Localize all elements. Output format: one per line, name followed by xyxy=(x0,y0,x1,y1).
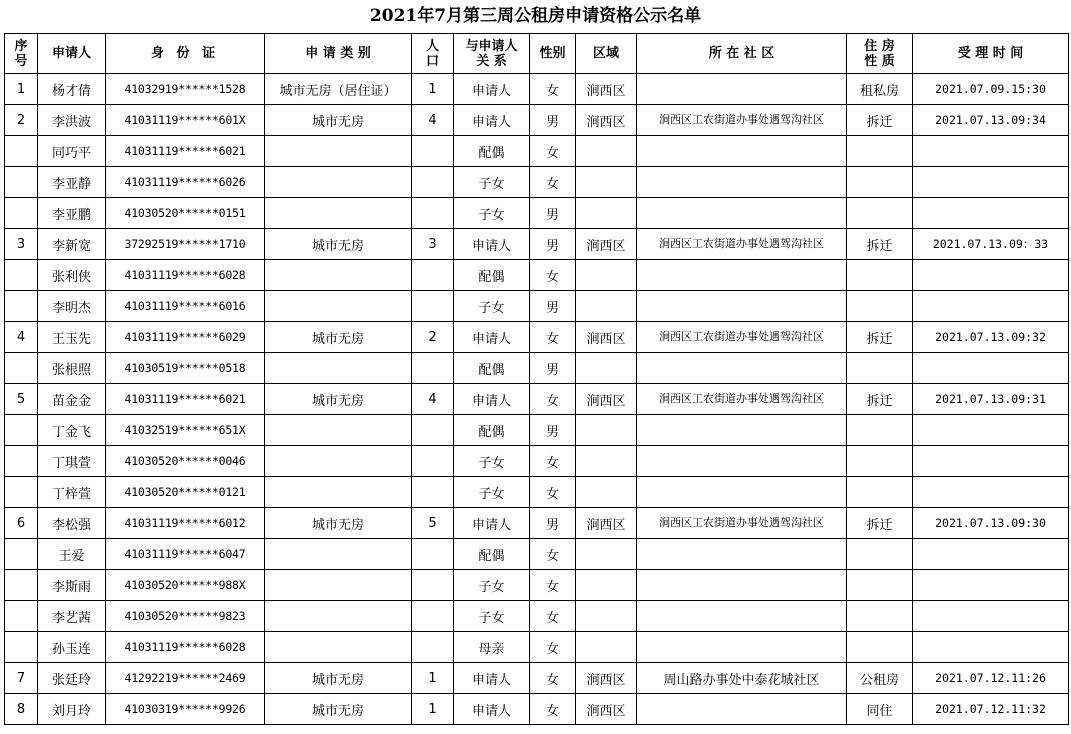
seq-cell xyxy=(5,167,38,198)
seq-cell xyxy=(5,446,38,477)
district-cell xyxy=(576,167,637,198)
id-cell: 41031119******6012 xyxy=(106,508,265,539)
pop-cell xyxy=(412,539,454,570)
relation-cell: 子女 xyxy=(454,601,530,632)
relation-cell: 申请人 xyxy=(454,74,530,105)
community-cell xyxy=(637,136,847,167)
housing-cell: 拆迁 xyxy=(847,508,913,539)
name-cell: 张利侠 xyxy=(38,260,106,291)
name-cell: 李亚鹏 xyxy=(38,198,106,229)
header-housing xyxy=(847,34,913,74)
pop-cell xyxy=(412,446,454,477)
pop-cell: 2 xyxy=(412,322,454,353)
district-cell: 涧西区 xyxy=(576,384,637,415)
seq-cell: 7 xyxy=(5,663,38,694)
type-cell: 城市无房（居住证） xyxy=(265,74,412,105)
id-cell: 41032919******1528 xyxy=(106,74,265,105)
pop-cell xyxy=(412,136,454,167)
id-cell: 41030520******988X xyxy=(106,570,265,601)
community-cell: 周山路办事处中泰花城社区 xyxy=(637,663,847,694)
id-cell: 41031119******6028 xyxy=(106,260,265,291)
seq-cell: 8 xyxy=(5,694,38,725)
time-cell: 2021.07.13.09：33 xyxy=(913,229,1069,260)
pop-cell xyxy=(412,353,454,384)
id-cell: 41030520******0046 xyxy=(106,446,265,477)
type-cell: 城市无房 xyxy=(265,508,412,539)
table-row xyxy=(5,415,1069,446)
table-row xyxy=(5,198,1069,229)
seq-cell xyxy=(5,260,38,291)
name-cell: 孙玉连 xyxy=(38,632,106,663)
id-cell: 41031119******6028 xyxy=(106,632,265,663)
table-row xyxy=(5,291,1069,322)
housing-cell: 同住 xyxy=(847,694,913,725)
type-cell xyxy=(265,291,412,322)
table-body xyxy=(5,74,1069,725)
seq-cell xyxy=(5,415,38,446)
seq-cell xyxy=(5,477,38,508)
name-cell: 丁金飞 xyxy=(38,415,106,446)
seq-cell xyxy=(5,601,38,632)
name-cell: 李松强 xyxy=(38,508,106,539)
pop-cell xyxy=(412,260,454,291)
table-row xyxy=(5,539,1069,570)
community-cell xyxy=(637,415,847,446)
name-cell: 张根照 xyxy=(38,353,106,384)
gender-cell: 男 xyxy=(530,415,576,446)
time-cell: 2021.07.13.09:32 xyxy=(913,322,1069,353)
time-cell: 2021.07.12.11:26 xyxy=(913,663,1069,694)
pop-cell xyxy=(412,415,454,446)
gender-cell: 女 xyxy=(530,260,576,291)
relation-cell: 配偶 xyxy=(454,539,530,570)
pop-cell xyxy=(412,601,454,632)
time-cell xyxy=(913,291,1069,322)
pop-cell xyxy=(412,477,454,508)
community-cell xyxy=(637,694,847,725)
name-cell: 王玉先 xyxy=(38,322,106,353)
time-cell xyxy=(913,632,1069,663)
gender-cell: 女 xyxy=(530,570,576,601)
housing-cell xyxy=(847,570,913,601)
district-cell: 涧西区 xyxy=(576,229,637,260)
header-seq-label: 序号 xyxy=(14,38,28,69)
type-cell xyxy=(265,260,412,291)
id-cell: 41030519******0518 xyxy=(106,353,265,384)
gender-cell: 女 xyxy=(530,539,576,570)
type-cell xyxy=(265,136,412,167)
table-row xyxy=(5,570,1069,601)
type-cell: 城市无房 xyxy=(265,694,412,725)
district-cell: 涧西区 xyxy=(576,694,637,725)
community-cell xyxy=(637,539,847,570)
table-row xyxy=(5,229,1069,260)
pop-cell: 1 xyxy=(412,74,454,105)
community-cell xyxy=(637,632,847,663)
district-cell xyxy=(576,415,637,446)
relation-cell: 申请人 xyxy=(454,322,530,353)
housing-cell xyxy=(847,477,913,508)
community-cell xyxy=(637,601,847,632)
relation-cell: 申请人 xyxy=(454,508,530,539)
district-cell xyxy=(576,136,637,167)
seq-cell xyxy=(5,353,38,384)
header-time: 受 理 时 间 xyxy=(913,34,1069,74)
header-rel xyxy=(454,34,530,74)
community-cell: 涧西区工农街道办事处遇驾沟社区 xyxy=(637,229,847,260)
relation-cell: 子女 xyxy=(454,570,530,601)
pop-cell: 4 xyxy=(412,105,454,136)
id-cell: 41031119******601X xyxy=(106,105,265,136)
applicant-table xyxy=(4,33,1069,725)
district-cell xyxy=(576,539,637,570)
seq-cell xyxy=(5,632,38,663)
time-cell: 2021.07.13.09:31 xyxy=(913,384,1069,415)
name-cell: 李明杰 xyxy=(38,291,106,322)
gender-cell: 女 xyxy=(530,446,576,477)
community-cell: 涧西区工农街道办事处遇驾沟社区 xyxy=(637,384,847,415)
header-type: 申 请 类 别 xyxy=(265,34,412,74)
table-row xyxy=(5,694,1069,725)
housing-cell xyxy=(847,632,913,663)
district-cell xyxy=(576,601,637,632)
housing-cell: 拆迁 xyxy=(847,384,913,415)
housing-cell xyxy=(847,601,913,632)
seq-cell xyxy=(5,198,38,229)
seq-cell: 1 xyxy=(5,74,38,105)
name-cell: 李艺茜 xyxy=(38,601,106,632)
district-cell xyxy=(576,353,637,384)
header-name: 申请人 xyxy=(38,34,106,74)
housing-cell: 公租房 xyxy=(847,663,913,694)
district-cell xyxy=(576,570,637,601)
id-cell: 41031119******6021 xyxy=(106,384,265,415)
seq-cell xyxy=(5,136,38,167)
name-cell: 李洪波 xyxy=(38,105,106,136)
table-row xyxy=(5,384,1069,415)
time-cell xyxy=(913,167,1069,198)
district-cell: 涧西区 xyxy=(576,508,637,539)
name-cell: 王爱 xyxy=(38,539,106,570)
community-cell xyxy=(637,291,847,322)
relation-cell: 申请人 xyxy=(454,694,530,725)
type-cell xyxy=(265,477,412,508)
time-cell xyxy=(913,415,1069,446)
header-gender: 性别 xyxy=(530,34,576,74)
table-row xyxy=(5,105,1069,136)
type-cell xyxy=(265,415,412,446)
pop-cell: 5 xyxy=(412,508,454,539)
page-title: 2021年7月第三周公租房申请资格公示名单 xyxy=(369,6,702,26)
id-cell: 41292219******2469 xyxy=(106,663,265,694)
table-row xyxy=(5,353,1069,384)
table-row xyxy=(5,663,1069,694)
seq-cell xyxy=(5,291,38,322)
time-cell: 2021.07.09.15:30 xyxy=(913,74,1069,105)
time-cell xyxy=(913,570,1069,601)
id-cell: 41030319******9926 xyxy=(106,694,265,725)
time-cell xyxy=(913,136,1069,167)
relation-cell: 配偶 xyxy=(454,260,530,291)
header-row xyxy=(5,34,1069,74)
gender-cell: 女 xyxy=(530,694,576,725)
table-row xyxy=(5,260,1069,291)
community-cell xyxy=(637,167,847,198)
name-cell: 同巧平 xyxy=(38,136,106,167)
table-row xyxy=(5,446,1069,477)
id-cell: 41031119******6026 xyxy=(106,167,265,198)
seq-cell: 3 xyxy=(5,229,38,260)
type-cell: 城市无房 xyxy=(265,105,412,136)
time-cell xyxy=(913,260,1069,291)
district-cell xyxy=(576,291,637,322)
type-cell: 城市无房 xyxy=(265,229,412,260)
type-cell xyxy=(265,167,412,198)
relation-cell: 子女 xyxy=(454,291,530,322)
time-cell xyxy=(913,477,1069,508)
gender-cell: 女 xyxy=(530,74,576,105)
table-row xyxy=(5,136,1069,167)
seq-cell xyxy=(5,539,38,570)
pop-cell xyxy=(412,198,454,229)
community-cell: 涧西区工农街道办事处遇驾沟社区 xyxy=(637,322,847,353)
name-cell: 苗金金 xyxy=(38,384,106,415)
time-cell: 2021.07.12.11:32 xyxy=(913,694,1069,725)
table-row xyxy=(5,601,1069,632)
type-cell xyxy=(265,539,412,570)
table-row xyxy=(5,74,1069,105)
pop-cell: 4 xyxy=(412,384,454,415)
district-cell xyxy=(576,198,637,229)
type-cell xyxy=(265,570,412,601)
header-district: 区域 xyxy=(576,34,637,74)
housing-cell: 租私房 xyxy=(847,74,913,105)
community-cell xyxy=(637,570,847,601)
id-cell: 41032519******651X xyxy=(106,415,265,446)
relation-cell: 申请人 xyxy=(454,229,530,260)
relation-cell: 申请人 xyxy=(454,384,530,415)
time-cell xyxy=(913,198,1069,229)
name-cell: 李新宽 xyxy=(38,229,106,260)
name-cell: 李斯雨 xyxy=(38,570,106,601)
seq-cell: 5 xyxy=(5,384,38,415)
header-seq xyxy=(5,34,38,74)
id-cell: 41030520******9823 xyxy=(106,601,265,632)
name-cell: 杨才倩 xyxy=(38,74,106,105)
header-pop xyxy=(412,34,454,74)
housing-cell: 拆迁 xyxy=(847,229,913,260)
header-community: 所 在 社 区 xyxy=(637,34,847,74)
seq-cell xyxy=(5,570,38,601)
id-cell: 37292519******1710 xyxy=(106,229,265,260)
community-cell: 涧西区工农街道办事处遇驾沟社区 xyxy=(637,508,847,539)
gender-cell: 女 xyxy=(530,322,576,353)
header-pop-label: 人口 xyxy=(425,38,439,69)
seq-cell: 2 xyxy=(5,105,38,136)
gender-cell: 男 xyxy=(530,508,576,539)
seq-cell: 6 xyxy=(5,508,38,539)
gender-cell: 女 xyxy=(530,632,576,663)
id-cell: 41031119******6021 xyxy=(106,136,265,167)
gender-cell: 男 xyxy=(530,105,576,136)
relation-cell: 配偶 xyxy=(454,415,530,446)
name-cell: 张廷玲 xyxy=(38,663,106,694)
table-row xyxy=(5,477,1069,508)
housing-cell: 拆迁 xyxy=(847,322,913,353)
housing-cell xyxy=(847,291,913,322)
district-cell xyxy=(576,477,637,508)
community-cell: 涧西区工农街道办事处遇驾沟社区 xyxy=(637,105,847,136)
table-row xyxy=(5,167,1069,198)
table-row xyxy=(5,322,1069,353)
type-cell xyxy=(265,446,412,477)
gender-cell: 女 xyxy=(530,136,576,167)
pop-cell xyxy=(412,167,454,198)
pop-cell: 1 xyxy=(412,694,454,725)
housing-cell xyxy=(847,353,913,384)
housing-cell xyxy=(847,198,913,229)
relation-cell: 配偶 xyxy=(454,136,530,167)
gender-cell: 男 xyxy=(530,198,576,229)
gender-cell: 男 xyxy=(530,353,576,384)
type-cell xyxy=(265,198,412,229)
table-row xyxy=(5,508,1069,539)
type-cell: 城市无房 xyxy=(265,322,412,353)
housing-cell xyxy=(847,260,913,291)
district-cell xyxy=(576,260,637,291)
relation-cell: 母亲 xyxy=(454,632,530,663)
community-cell xyxy=(637,477,847,508)
housing-cell xyxy=(847,136,913,167)
district-cell xyxy=(576,632,637,663)
time-cell xyxy=(913,601,1069,632)
table-row xyxy=(5,632,1069,663)
name-cell: 刘月玲 xyxy=(38,694,106,725)
name-cell: 李亚静 xyxy=(38,167,106,198)
type-cell xyxy=(265,601,412,632)
community-cell xyxy=(637,74,847,105)
district-cell xyxy=(576,446,637,477)
relation-cell: 子女 xyxy=(454,167,530,198)
header-housing-label: 住 房性 质 xyxy=(864,38,895,69)
pop-cell xyxy=(412,632,454,663)
gender-cell: 女 xyxy=(530,167,576,198)
district-cell: 涧西区 xyxy=(576,74,637,105)
housing-cell xyxy=(847,167,913,198)
community-cell xyxy=(637,353,847,384)
relation-cell: 申请人 xyxy=(454,105,530,136)
seq-cell: 4 xyxy=(5,322,38,353)
gender-cell: 女 xyxy=(530,477,576,508)
type-cell: 城市无房 xyxy=(265,663,412,694)
housing-cell: 拆迁 xyxy=(847,105,913,136)
time-cell xyxy=(913,539,1069,570)
district-cell: 涧西区 xyxy=(576,322,637,353)
housing-cell xyxy=(847,539,913,570)
housing-cell xyxy=(847,446,913,477)
pop-cell: 3 xyxy=(412,229,454,260)
community-cell xyxy=(637,446,847,477)
name-cell: 丁琪萱 xyxy=(38,446,106,477)
id-cell: 41030520******0121 xyxy=(106,477,265,508)
time-cell: 2021.07.13.09:34 xyxy=(913,105,1069,136)
name-cell: 丁梓萱 xyxy=(38,477,106,508)
relation-cell: 配偶 xyxy=(454,353,530,384)
pop-cell: 1 xyxy=(412,663,454,694)
header-rel-label: 与申请人关 系 xyxy=(465,38,518,69)
relation-cell: 申请人 xyxy=(454,663,530,694)
id-cell: 41031119******6047 xyxy=(106,539,265,570)
time-cell xyxy=(913,353,1069,384)
type-cell xyxy=(265,353,412,384)
gender-cell: 女 xyxy=(530,384,576,415)
id-cell: 41031119******6016 xyxy=(106,291,265,322)
housing-cell xyxy=(847,415,913,446)
pop-cell xyxy=(412,291,454,322)
header-id: 身 份 证 xyxy=(106,34,265,74)
gender-cell: 男 xyxy=(530,229,576,260)
relation-cell: 子女 xyxy=(454,446,530,477)
pop-cell xyxy=(412,570,454,601)
district-cell: 涧西区 xyxy=(576,663,637,694)
community-cell xyxy=(637,198,847,229)
gender-cell: 女 xyxy=(530,663,576,694)
relation-cell: 子女 xyxy=(454,198,530,229)
gender-cell: 男 xyxy=(530,291,576,322)
relation-cell: 子女 xyxy=(454,477,530,508)
community-cell xyxy=(637,260,847,291)
time-cell: 2021.07.13.09:30 xyxy=(913,508,1069,539)
gender-cell: 女 xyxy=(530,601,576,632)
time-cell xyxy=(913,446,1069,477)
id-cell: 41030520******0151 xyxy=(106,198,265,229)
type-cell: 城市无房 xyxy=(265,384,412,415)
id-cell: 41031119******6029 xyxy=(106,322,265,353)
type-cell xyxy=(265,632,412,663)
district-cell: 涧西区 xyxy=(576,105,637,136)
